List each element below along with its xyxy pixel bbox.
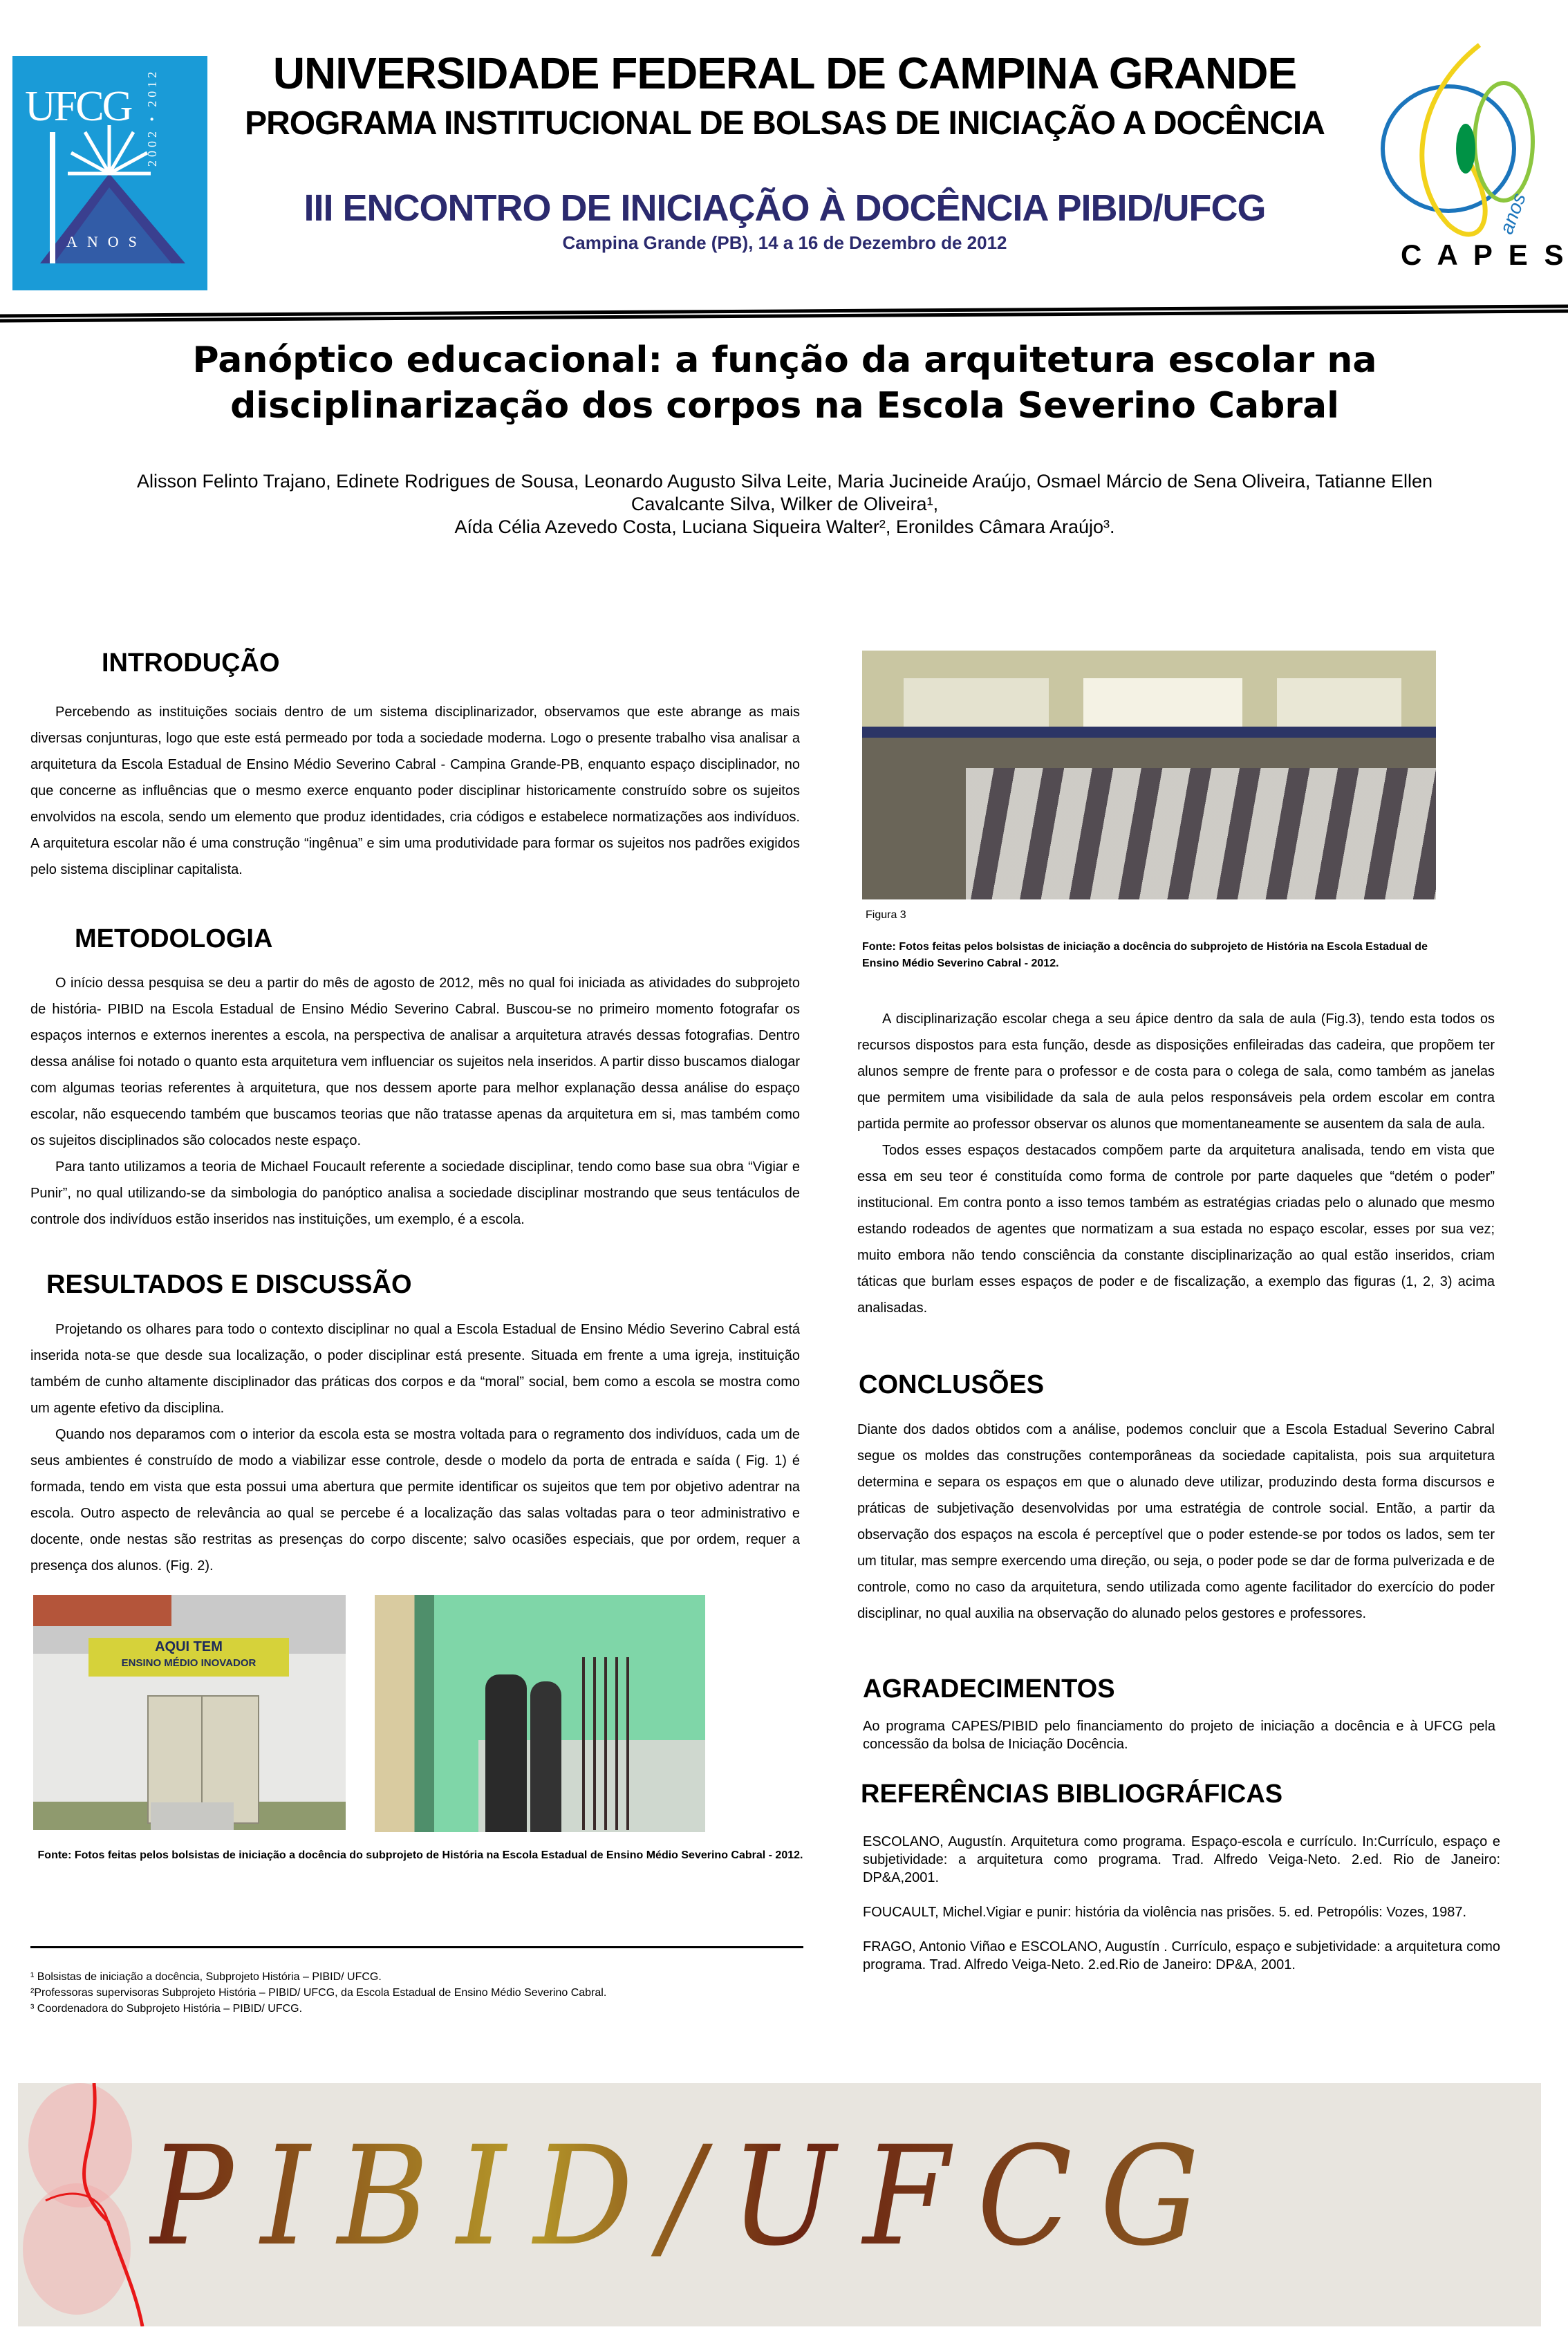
ufcg-logo-anos: ANOS <box>66 233 147 250</box>
capes-name: C A P E S <box>1401 239 1568 271</box>
event-details: Campina Grande (PB), 14 a 16 de Dezembro de 2012 <box>562 232 1007 253</box>
pibid-ufcg-banner <box>18 2083 1541 2326</box>
conclusoes-text <box>857 1417 1495 1627</box>
paragraph: Todos esses espaços destacados compõem parte da arquitetura analisada, tendo em vista que essa em seu teor é constituída como forma de controle por parte daqueles que “detém o poder” institucional. Em contra ponto a isso temos também as estratégias criadas pelo o alunado que mesmo estando rodeados de agentes que normatizam a sua estada no espaço escolar, esses por sua vez; muito embora não tendo consciência da constante disciplinarização ao qual estão inseridos, criam táticas que burlam esses espaços de poder e de fiscalização, a exemplo das figuras (1, 2, 3) acima analisadas. <box>857 1143 1495 1316</box>
introducao-text <box>30 699 800 883</box>
ufcg-logo-years: 2002 • 2012 <box>145 68 159 167</box>
footnotes <box>30 1969 803 2017</box>
figure-2-corridor-photo <box>375 1595 705 1832</box>
paragraph: Quando nos deparamos com o interior da escola esta se mostra voltada para o regramento dos indivíduos, cada um de seus ambientes é construído de modo a viabilizar esse controle, desde o modelo da porta de entrada e saída ( Fig. 1) é formada, tendo em vista que esta possui uma abertura que permite identificar os sujeitos que tem por objetivo adentrar na escola. Outro aspecto de relevância ao qual se percebe é a localização das salas voltadas para o teor administrativo e docente, onde nestas são restritas as presenças do corpo discente; salvo ocasiões especiais, que por ordem, requer a presença dos alunos. (Fig. 2). <box>30 1427 800 1574</box>
footnote: ²Professoras supervisoras Subprojeto História – PIBID/ UFCG, da Escola Estadual de Ensino Médio Severino Cabral. <box>30 1987 607 1999</box>
footnote-divider <box>30 1946 803 1948</box>
heading-agradecimentos: AGRADECIMENTOS <box>863 1674 1115 1704</box>
school-sign <box>88 1638 289 1677</box>
metodologia-text <box>30 970 800 1233</box>
reference-item: FRAGO, Antonio Viñao e ESCOLANO, Augustín . Currículo, espaço e subjetividade: a arquitetura como programa. Trad. Alfredo Veiga-Neto. 2.ed.Rio de Janeiro: DP&A, 2001. <box>863 1939 1500 1972</box>
resultados-text <box>30 1316 800 1579</box>
event-title: III ENCONTRO DE INICIAÇÃO À DOCÊNCIA PIBID/UFCG <box>304 187 1266 229</box>
capes-anos: anos <box>1495 189 1530 237</box>
paragraph: Projetando os olhares para todo o contexto disciplinar no qual a Escola Estadual de Ensino Médio Severino Cabral está inserida nota-se que desde sua localização, o poder disciplinar está presente. Situada em frente a uma igreja, instituição também de cunho altamente disciplinador das práticas dos corpos e da “moral” social, bem como a escola se mostra como um agente efetivo da disciplina. <box>30 1322 800 1416</box>
figure-3-label: Figura 3 <box>866 909 906 921</box>
heading-referencias: REFERÊNCIAS BIBLIOGRÁFICAS <box>861 1780 1283 1809</box>
agradecimentos-text: Ao programa CAPES/PIBID pelo financiamento do projeto de iniciação a docência e à UFCG pela concessão da bolsa de Iniciação Docência. <box>863 1719 1495 1752</box>
footnote: ³ Coordenadora do Subprojeto História – PIBID/ UFCG. <box>30 2003 303 2015</box>
figure-1-school-entrance-photo <box>33 1595 346 1830</box>
sign-line-1: AQUI TEM <box>155 1639 223 1654</box>
capes-logo <box>1376 38 1568 277</box>
paragraph: Diante dos dados obtidos com a análise, podemos concluir que a Escola Estadual Severino Cabral segue os moldes das construções contemporâneas da sociedade capitalista, pois sua arquitetura determina e separa os espaços em que o alunado deve utilizar, produzindo desta forma discursos e práticas de subjetivação desenvolvidas por uma estratégia de controle social. Então, a partir da observação dos espaços na escola é perceptível que o poder estende-se por todos os lados, sem ter um titular, mas sempre exercendo uma direção, ou seja, o poder pode se dar de forma pulverizada e de controle, como no caso da arquitetura, sendo utilizada como agente facilitador do exercício do poder disciplinar, no qual auxilia na observação do alunado pelos gestores e professores. <box>857 1422 1495 1621</box>
heading-introducao: INTRODUÇÃO <box>102 648 280 678</box>
ufcg-logo <box>12 56 207 290</box>
title-line-2: disciplinarização dos corpos na Escola Severino Cabral <box>230 385 1339 427</box>
reference-item: ESCOLANO, Augustín. Arquitetura como programa. Espaço-escola e currículo. In:Currículo, espaço e subjetividade: a arquitetura como programa. Trad. Alfredo Veiga-Neto. 2.ed. Rio de Janeiro: DP&A,2001. <box>863 1834 1500 1885</box>
heading-metodologia: METODOLOGIA <box>75 924 273 953</box>
authors <box>83 470 1486 539</box>
paragraph: Para tanto utilizamos a teoria de Michael Foucault referente a sociedade disciplinar, tendo como base sua obra “Vigiar e Punir”, no qual utilizando-se da simbologia do panóptico analisa a sociedade disciplinar mostrando que seus tentáculos de controle dos indivíduos estão inseridos nas instituições, um exemplo, é a escola. <box>30 1159 800 1227</box>
paragraph: A disciplinarização escolar chega a seu ápice dentro da sala de aula (Fig.3), tendo esta todos os recursos dispostos para esta função, desde as disposições enfileiradas das cadeira, que propõem ter alunos sempre de frente para o professor e de costa para o colega de sala, como também as janelas que permitem uma visibilidade da sala de aula pelos responsáveis pela ordem escolar em contra partida permite ao professor observar os alunos que momentaneamente se ausentem da sala de aula. <box>857 1011 1495 1132</box>
figure-3-classroom-photo <box>862 651 1436 899</box>
heading-resultados: RESULTADOS E DISCUSSÃO <box>46 1270 412 1299</box>
paragraph: O início dessa pesquisa se deu a partir do mês de agosto de 2012, mês no qual foi iniciada as atividades do subprojeto de história- PIBID na Escola Estadual de Ensino Médio Severino Cabral. Buscou-se no primeiro momento fotografar os espaços internos e externos inerentes a escola, na perspectiva de analisar a arquitetura através dessas fotografias. Dentro dessa análise foi notado o quanto esta arquitetura vem influenciar os sujeitos nela inseridos. A partir disso buscamos dialogar com algumas teorias referentes à arquitetura, que nos dessem aporte para melhor explanação dessa análise do espaço escolar, não esquecendo também que buscamos teorias que não tratasse apenas da arquitetura em si, mas também como os sujeitos disciplinados são colocados neste espaço. <box>30 976 800 1148</box>
authors-line-2: Aída Célia Azevedo Costa, Luciana Siqueira Walter², Eronildes Câmara Araújo³. <box>454 516 1115 537</box>
references-list <box>863 1833 1500 1990</box>
title-line-1: Panóptico educacional: a função da arquitetura escolar na <box>192 339 1377 381</box>
paragraph: Percebendo as instituições sociais dentro de um sistema disciplinarizador, observamos que este abrange as mais diversas conjunturas, logo que este está permeado por toda a sociedade moderna. Logo o presente trabalho visa analisar a arquitetura da Escola Estadual de Ensino Médio Severino Cabral - Campina Grande-PB, enquanto espaço disciplinador, no que concerne as influências que o mesmo exerce enquanto poder disciplinar historicamente construído sobre os sujeitos envolvidos na escola, sendo um elemento que produz identidades, cria códigos e estabelece normatizações aos indivíduos. A arquitetura escolar não é uma construção “ingênua” e sim uma produtividade para formar os sujeitos nos padrões exigidos pelo sistema disciplinar capitalista. <box>30 704 800 877</box>
footnote: ¹ Bolsistas de iniciação a docência, Subprojeto História – PIBID/ UFCG. <box>30 1971 382 1983</box>
heading-conclusoes: CONCLUSÕES <box>859 1370 1045 1399</box>
authors-line-1: Alisson Felinto Trajano, Edinete Rodrigues de Sousa, Leonardo Augusto Silva Leite, Maria Jucineide Araújo, Osmael Márcio de Sena Oliveira, Tatianne Ellen Cavalcante Silva, Wilker de Oliveira¹, <box>136 471 1433 514</box>
poster-title <box>83 337 1486 429</box>
sign-line-2: ENSINO MÉDIO INOVADOR <box>121 1657 256 1669</box>
header-divider <box>0 304 1568 325</box>
university-name: UNIVERSIDADE FEDERAL DE CAMPINA GRANDE <box>272 48 1297 98</box>
banner-logo-text: PIBID/UFCG <box>149 2117 1227 2277</box>
ufcg-logo-text: UFCG <box>25 83 131 130</box>
figure-3-caption: Fonte: Fotos feitas pelos bolsistas de iniciação a docência do subprojeto de História na Escola Estadual de Ensino Médio Severino Cabral - 2012. <box>862 941 1428 969</box>
figures-1-2-caption: Fonte: Fotos feitas pelos bolsistas de iniciação a docência do subprojeto de História na Escola Estadual de Ensino Médio Severino Cabral - 2012. <box>37 1849 803 1861</box>
discussao-continuation-text <box>857 1006 1495 1321</box>
program-name: PROGRAMA INSTITUCIONAL DE BOLSAS DE INICIAÇÃO A DOCÊNCIA <box>245 105 1325 142</box>
reference-item: FOUCAULT, Michel.Vigiar e punir: história da violência nas prisões. 5. ed. Petropólis: Vozes, 1987. <box>863 1905 1467 1920</box>
